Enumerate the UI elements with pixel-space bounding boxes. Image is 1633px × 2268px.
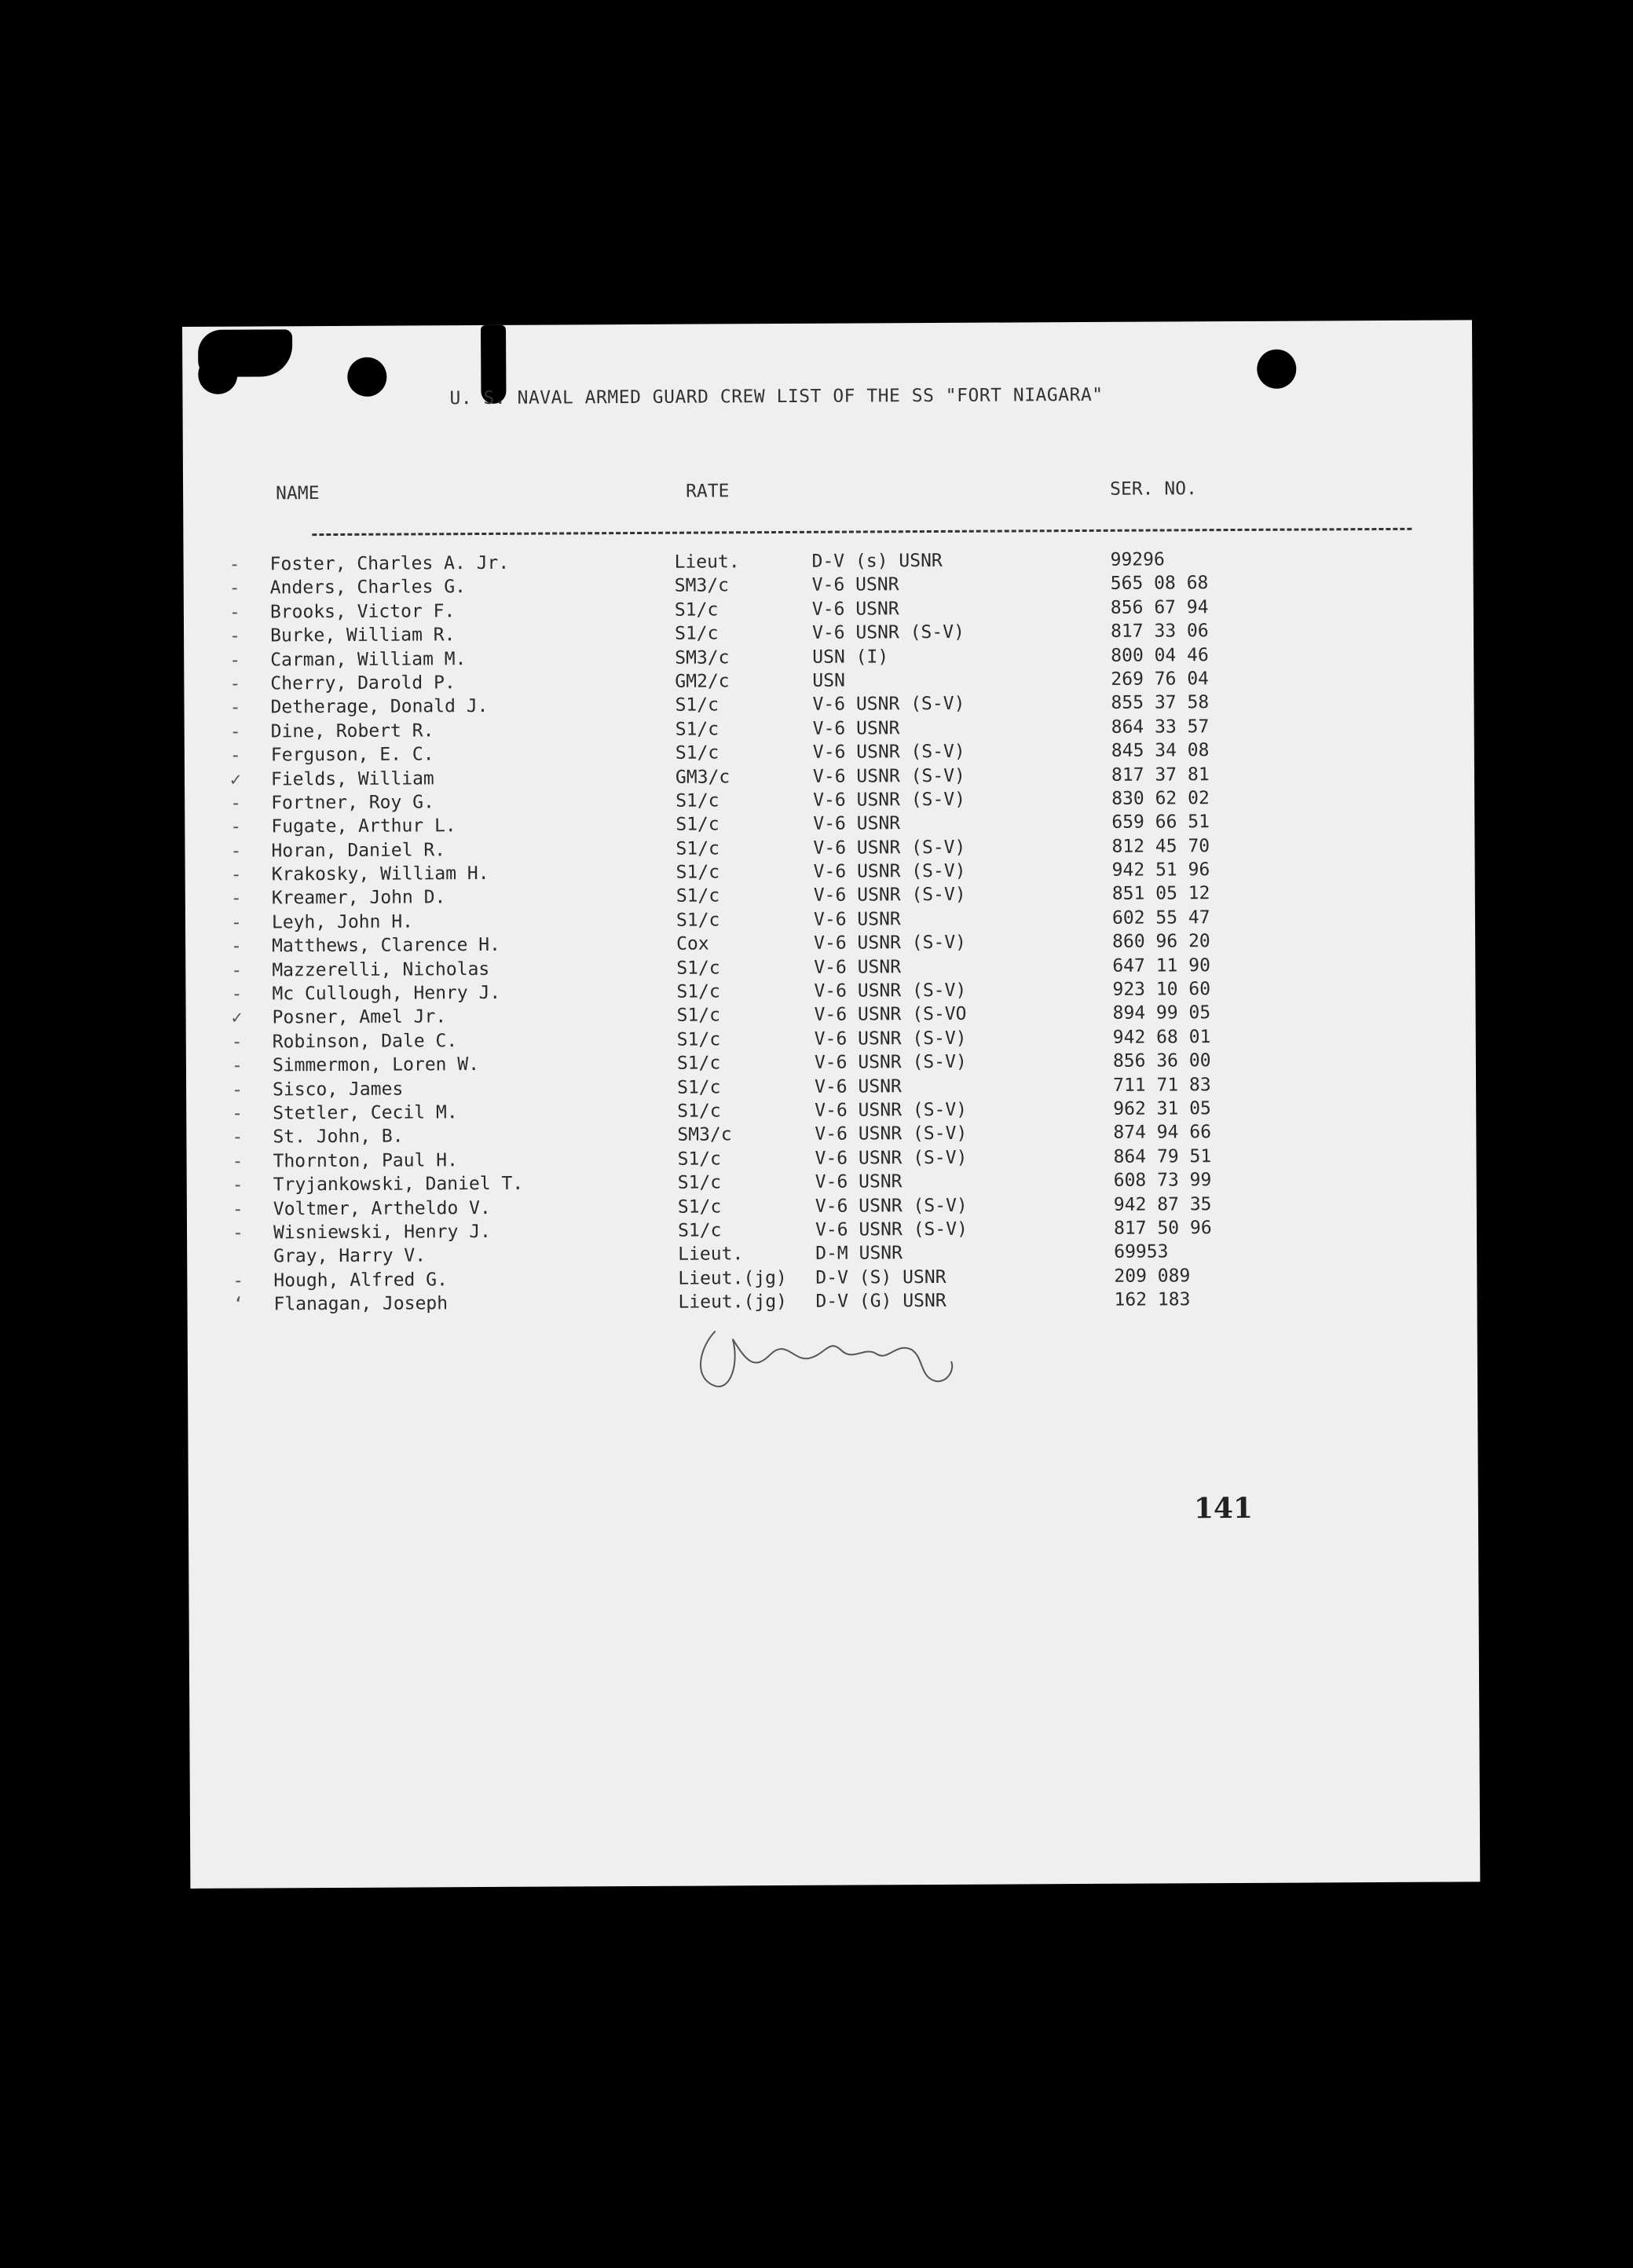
crew-branch: V-6 USNR (S-V) bbox=[812, 765, 965, 787]
check-mark-icon: ‐ bbox=[230, 912, 242, 933]
crew-rate: Lieut. bbox=[678, 1244, 744, 1266]
check-mark-icon: ‐ bbox=[229, 745, 241, 766]
crew-rate: Cox bbox=[676, 933, 709, 954]
crew-serial: 812 45 70 bbox=[1111, 835, 1210, 857]
punch-hole-center bbox=[347, 357, 386, 397]
crew-serial: 864 33 57 bbox=[1111, 716, 1210, 738]
column-header-serial: SER. NO. bbox=[1110, 478, 1197, 500]
crew-branch: USN (I) bbox=[812, 646, 889, 668]
crew-rate: S1/c bbox=[676, 981, 720, 1002]
crew-name: Matthews, Clarence H. bbox=[272, 935, 500, 957]
crew-name: Simmermon, Loren W. bbox=[272, 1054, 480, 1076]
crew-rate: SM3/c bbox=[677, 1124, 732, 1146]
crew-name: Anders, Charles G. bbox=[269, 577, 467, 599]
check-mark-icon: ‐ bbox=[232, 1222, 243, 1244]
crew-name: Stetler, Cecil M. bbox=[273, 1102, 458, 1124]
crew-branch: V-6 USNR bbox=[815, 1171, 903, 1193]
check-mark-icon: ‐ bbox=[229, 721, 241, 742]
check-mark-icon: ‐ bbox=[230, 816, 242, 837]
crew-name: Flanagan, Joseph bbox=[273, 1293, 449, 1315]
crew-rate: S1/c bbox=[676, 790, 719, 812]
crew-rate: SM3/c bbox=[675, 647, 730, 669]
crew-serial: 209 089 bbox=[1114, 1266, 1191, 1287]
crew-branch: V-6 USNR bbox=[815, 1075, 902, 1097]
crew-branch: V-6 USNR bbox=[814, 956, 902, 978]
crew-rate: S1/c bbox=[676, 814, 719, 836]
crew-name: Tryjankowski, Daniel T. bbox=[273, 1173, 524, 1196]
header-divider bbox=[312, 528, 1411, 536]
crew-branch: V-6 USNR (S-V) bbox=[812, 694, 965, 716]
document-title: U. S. NAVAL ARMED GUARD CREW LIST OF THE SS "FORT NIAGARA" bbox=[449, 384, 1104, 409]
crew-branch: V-6 USNR bbox=[813, 909, 901, 930]
crew-rate: S1/c bbox=[675, 742, 719, 764]
crew-rate: Lieut. bbox=[674, 551, 740, 573]
crew-rate: S1/c bbox=[676, 910, 720, 931]
crew-rate: S1/c bbox=[676, 885, 720, 907]
crew-serial: 923 10 60 bbox=[1112, 979, 1211, 1000]
crew-rate: S1/c bbox=[677, 1149, 722, 1170]
crew-serial: 269 76 04 bbox=[1111, 669, 1210, 690]
check-mark-icon: ‐ bbox=[230, 841, 242, 862]
crew-rate: S1/c bbox=[676, 862, 720, 883]
crew-serial: 69953 bbox=[1114, 1241, 1169, 1263]
crew-name: Wisniewski, Henry J. bbox=[273, 1221, 492, 1244]
crew-branch: D-V (S) USNR bbox=[815, 1266, 946, 1288]
check-mark-icon: ‐ bbox=[229, 697, 241, 719]
check-mark-icon: ‐ bbox=[231, 1031, 243, 1053]
crew-rate: S1/c bbox=[674, 623, 719, 644]
crew-name: Sisco, James bbox=[273, 1079, 404, 1101]
check-mark-icon: ‐ bbox=[232, 1127, 243, 1149]
crew-name: Foster, Charles A. Jr. bbox=[269, 552, 510, 575]
crew-rate: S1/c bbox=[676, 958, 720, 979]
crew-serial: 647 11 90 bbox=[1112, 954, 1210, 976]
crew-branch: V-6 USNR (S-V) bbox=[814, 932, 967, 954]
crew-list bbox=[184, 548, 1477, 1318]
crew-branch: V-6 USNR bbox=[812, 717, 900, 739]
ink-blot bbox=[198, 329, 292, 377]
crew-serial: 855 37 58 bbox=[1111, 692, 1210, 714]
check-mark-icon: ‐ bbox=[230, 889, 242, 910]
crew-name: Krakosky, William H. bbox=[271, 863, 489, 885]
check-mark-icon: ‐ bbox=[231, 1055, 243, 1076]
crew-name: Gray, Harry V. bbox=[273, 1245, 427, 1267]
crew-serial: 602 55 47 bbox=[1111, 907, 1210, 929]
crew-branch: V-6 USNR (S-V) bbox=[813, 789, 966, 811]
crew-branch: V-6 USNR (S-V) bbox=[815, 1195, 968, 1217]
crew-name: Kreamer, John D. bbox=[271, 887, 446, 909]
crew-serial: 711 71 83 bbox=[1113, 1074, 1211, 1096]
crew-rate: S1/c bbox=[677, 1101, 721, 1122]
crew-name: St. John, B. bbox=[273, 1126, 404, 1148]
document-page bbox=[182, 320, 1480, 1889]
crew-rate: SM3/c bbox=[674, 575, 730, 597]
crew-name: Brooks, Victor F. bbox=[269, 600, 456, 623]
crew-branch: V-6 USNR bbox=[811, 599, 899, 620]
check-mark-icon: ‐ bbox=[229, 554, 240, 575]
crew-serial: 845 34 08 bbox=[1111, 740, 1210, 761]
check-mark-icon: ‐ bbox=[232, 1199, 243, 1220]
crew-branch: USN bbox=[812, 670, 845, 691]
crew-name: Voltmer, Artheldo V. bbox=[273, 1197, 491, 1219]
crew-name: Cherry, Darold P. bbox=[270, 672, 456, 694]
crew-name: Fields, William bbox=[270, 768, 434, 790]
crew-serial: 659 66 51 bbox=[1111, 812, 1210, 834]
crew-rate: S1/c bbox=[675, 694, 719, 716]
crew-rate: S1/c bbox=[674, 599, 719, 621]
crew-rate: GM3/c bbox=[675, 766, 730, 788]
crew-serial: 817 33 06 bbox=[1110, 621, 1209, 642]
handwritten-signature bbox=[684, 1314, 968, 1402]
crew-name: Thornton, Paul H. bbox=[273, 1149, 459, 1172]
crew-serial: 608 73 99 bbox=[1113, 1170, 1212, 1191]
check-mark-icon: ‐ bbox=[229, 673, 241, 694]
crew-serial: 942 68 01 bbox=[1112, 1026, 1211, 1048]
crew-serial: 874 94 66 bbox=[1113, 1122, 1212, 1144]
crew-rate: S1/c bbox=[676, 1029, 721, 1050]
crew-rate: S1/c bbox=[676, 1053, 721, 1074]
check-mark-icon: ‐ bbox=[229, 625, 240, 647]
check-mark-icon: ‐ bbox=[232, 1079, 243, 1101]
crew-branch: V-6 USNR bbox=[813, 813, 901, 835]
crew-rate: Lieut.(jg) bbox=[678, 1292, 788, 1313]
check-mark-icon: ‐ bbox=[231, 984, 243, 1005]
crew-branch: D-V (G) USNR bbox=[815, 1291, 946, 1312]
crew-serial: 962 31 05 bbox=[1113, 1098, 1211, 1119]
crew-serial: 800 04 46 bbox=[1111, 644, 1209, 666]
crew-name: Leyh, John H. bbox=[271, 911, 414, 933]
check-mark-icon: ✓ bbox=[231, 1008, 243, 1029]
crew-serial: 894 99 05 bbox=[1112, 1002, 1211, 1024]
crew-branch: V-6 USNR (S-V) bbox=[812, 741, 965, 763]
page-number: 141 bbox=[1193, 1491, 1254, 1526]
crew-rate: S1/c bbox=[676, 838, 719, 859]
crew-branch: V-6 USNR (S-VO bbox=[814, 1004, 967, 1026]
crew-serial: 860 96 20 bbox=[1112, 931, 1210, 953]
crew-branch: D-M USNR bbox=[815, 1243, 903, 1265]
crew-rate: S1/c bbox=[677, 1077, 721, 1098]
punch-hole-right bbox=[1257, 350, 1296, 389]
crew-serial: 99296 bbox=[1110, 549, 1165, 570]
crew-name: Fugate, Arthur L. bbox=[271, 815, 456, 837]
crew-serial: 565 08 68 bbox=[1110, 573, 1209, 595]
crew-serial: 942 51 96 bbox=[1111, 859, 1210, 881]
crew-serial: 864 79 51 bbox=[1113, 1145, 1212, 1167]
crew-rate: GM2/c bbox=[675, 671, 730, 692]
crew-name: Horan, Daniel R. bbox=[271, 839, 446, 862]
crew-branch: V-6 USNR (S-V) bbox=[811, 621, 965, 643]
crew-branch: V-6 USNR (S-V) bbox=[815, 1123, 968, 1145]
crew-branch: V-6 USNR (S-V) bbox=[814, 1051, 967, 1074]
crew-name: Hough, Alfred G. bbox=[273, 1269, 448, 1292]
crew-serial: 856 36 00 bbox=[1112, 1050, 1211, 1072]
crew-rate: S1/c bbox=[676, 1005, 721, 1027]
crew-name: Carman, William M. bbox=[270, 648, 467, 670]
crew-name: Mazzerelli, Nicholas bbox=[272, 958, 490, 981]
crew-rate: Lieut.(jg) bbox=[678, 1267, 787, 1289]
crew-branch: V-6 USNR (S-V) bbox=[815, 1218, 968, 1240]
check-mark-icon: ʻ bbox=[233, 1294, 244, 1315]
crew-serial: 851 05 12 bbox=[1111, 883, 1210, 905]
check-mark-icon: ‐ bbox=[231, 936, 243, 957]
check-mark-icon: ‐ bbox=[230, 864, 242, 885]
check-mark-icon: ‐ bbox=[232, 1103, 243, 1124]
crew-branch: V-6 USNR (S-V) bbox=[813, 885, 966, 907]
crew-name: Posner, Amel Jr. bbox=[272, 1006, 447, 1028]
crew-branch: V-6 USNR (S-V) bbox=[814, 980, 967, 1002]
crew-name: Mc Cullough, Henry J. bbox=[272, 982, 501, 1005]
column-header-name: NAME bbox=[276, 483, 320, 504]
crew-branch: V-6 USNR (S-V) bbox=[815, 1099, 968, 1121]
crew-name: Robinson, Dale C. bbox=[272, 1030, 458, 1053]
check-mark-icon: ‐ bbox=[230, 793, 242, 814]
crew-branch: V-6 USNR bbox=[811, 574, 899, 596]
crew-branch: V-6 USNR (S-V) bbox=[815, 1147, 968, 1169]
crew-serial: 817 37 81 bbox=[1111, 764, 1210, 786]
check-mark-icon: ‐ bbox=[233, 1270, 244, 1292]
crew-serial: 830 62 02 bbox=[1111, 788, 1210, 809]
crew-name: Dine, Robert R. bbox=[270, 720, 434, 742]
column-header-rate: RATE bbox=[686, 481, 730, 502]
crew-serial: 942 87 35 bbox=[1113, 1193, 1212, 1215]
crew-branch: D-V (s) USNR bbox=[811, 550, 943, 572]
crew-name: Fortner, Roy G. bbox=[271, 792, 434, 814]
crew-rate: S1/c bbox=[677, 1220, 722, 1241]
crew-branch: V-6 USNR (S-V) bbox=[813, 837, 966, 859]
crew-rate: S1/c bbox=[675, 719, 719, 740]
check-mark-icon: ‐ bbox=[229, 578, 240, 599]
crew-serial: 817 50 96 bbox=[1113, 1218, 1212, 1239]
check-mark-icon: ‐ bbox=[229, 650, 241, 671]
check-mark-icon: ‐ bbox=[232, 1174, 243, 1196]
crew-serial: 162 183 bbox=[1114, 1289, 1191, 1310]
crew-name: Ferguson, E. C. bbox=[270, 744, 434, 766]
check-mark-icon: ‐ bbox=[231, 960, 243, 981]
crew-name: Detherage, Donald J. bbox=[270, 696, 489, 718]
crew-branch: V-6 USNR (S-V) bbox=[814, 1028, 967, 1050]
check-mark-icon: ‐ bbox=[232, 1151, 243, 1172]
crew-rate: S1/c bbox=[677, 1196, 722, 1218]
crew-branch: V-6 USNR (S-V) bbox=[813, 860, 966, 882]
crew-serial: 856 67 94 bbox=[1110, 596, 1209, 618]
check-mark-icon: ✓ bbox=[229, 769, 241, 790]
crew-name: Burke, William R. bbox=[269, 625, 456, 647]
check-mark-icon: ‐ bbox=[229, 602, 240, 623]
crew-rate: S1/c bbox=[677, 1172, 722, 1193]
